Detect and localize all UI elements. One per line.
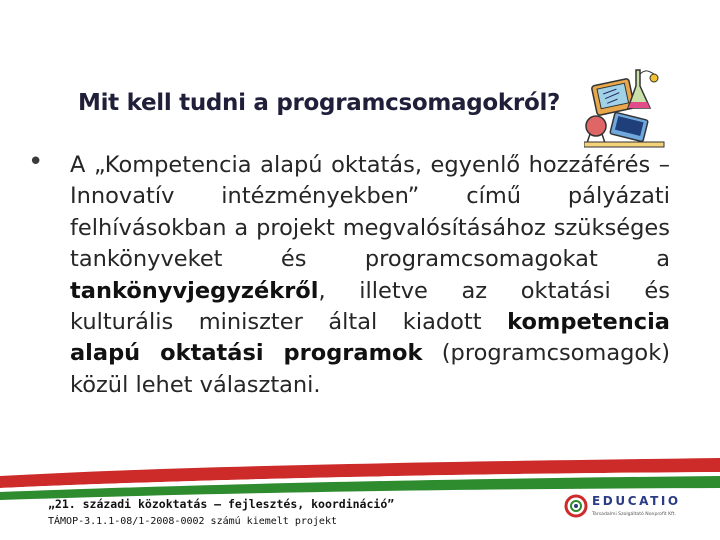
logo-subtitle: Társadalmi Szolgáltató Nonprofit Kft. bbox=[592, 512, 676, 517]
footer-project-title: „21. századi közoktatás – fejlesztés, koordináció” bbox=[48, 497, 395, 511]
slide-title: Mit kell tudni a programcsomagokról? bbox=[78, 90, 561, 116]
body-bold-2: kompetencia alapú oktatási programok bbox=[70, 309, 670, 367]
logo-name: EDUCATIO bbox=[592, 494, 681, 508]
body-bold-1: tankönyvjegyzékről bbox=[70, 277, 319, 304]
body-text-2: , illetve az oktatási és kulturális miniszter által kiadott bbox=[70, 277, 670, 336]
body-text-1: A „Kompetencia alapú oktatás, egyenlő hozzáférés – Innovatív intézményekben” című pályázati felhívásokban a projekt megvalósításához szükséges tankönyveket és programcsomagokat a bbox=[70, 152, 670, 273]
bullet-paragraph bbox=[70, 150, 670, 401]
footer-project-id: TÁMOP-3.1.1-08/1-2008-0002 számú kiemelt projekt bbox=[48, 516, 337, 527]
bullet-icon: • bbox=[28, 147, 44, 177]
science-clipart-icon bbox=[584, 64, 666, 148]
body-text-3: (programcsomagok) közül lehet választani. bbox=[70, 340, 670, 398]
